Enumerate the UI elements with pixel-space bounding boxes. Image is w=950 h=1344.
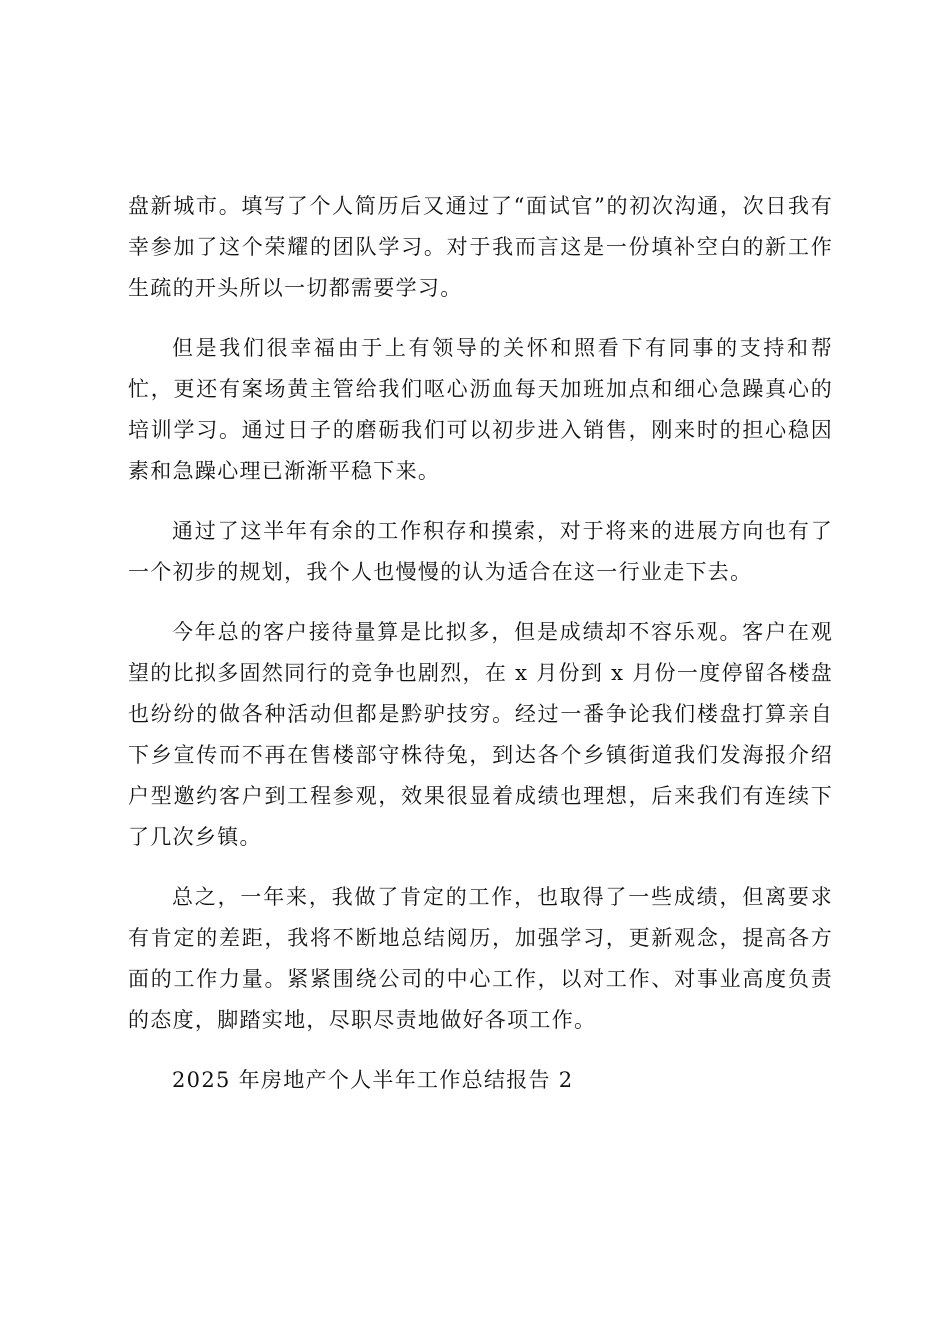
paragraph-2: 但是我们很幸福由于上有领导的关怀和照看下有同事的支持和帮忙，更还有案场黄主管给我们呕心沥血每天加班加点和细心急躁真心的培训学习。通过日子的磨砺我们可以初步进入销售，刚来时的担心稳因素和急躁心理已渐渐平稳下来。 — [128, 336, 833, 483]
paragraph-4: 今年总的客户接待量算是比拟多，但是成绩却不容乐观。客户在观望的比拟多固然同行的竞争也剧烈，在 x 月份到 x 月份一度停留各楼盘也纷纷的做各种活动但都是黔驴技穷。经过一番争论我们楼盘打算亲自下乡宣传而不再在售楼部守株待兔，到达各个乡镇街道我们发海报介绍户型邀约客户到工程参观，效果很显着成绩也理想，后来我们有连续下了几次乡镇。 — [128, 620, 833, 849]
paragraph-5: 总之，一年来，我做了肯定的工作，也取得了一些成绩，但离要求有肯定的差距，我将不断地总结阅历，加强学习，更新观念，提高各方面的工作力量。紧紧围绕公司的中心工作，以对工作、对事业高度负责的态度，脚踏实地，尽职尽责地做好各项工作。 — [128, 885, 833, 1032]
paragraph-3: 通过了这半年有余的工作积存和摸索，对于将来的进展方向也有了一个初步的规划，我个人也慢慢的认为适合在这一行业走下去。 — [128, 519, 833, 584]
section-heading: 2025 年房地产个人半年工作总结报告 2 — [172, 1068, 574, 1092]
document-body — [128, 186, 833, 1101]
paragraph-1: 盘新城市。填写了个人简历后又通过了“面试官”的初次沟通，次日我有幸参加了这个荣耀的团队学习。对于我而言这是一份填补空白的新工作生疏的开头所以一切都需要学习。 — [128, 194, 833, 300]
